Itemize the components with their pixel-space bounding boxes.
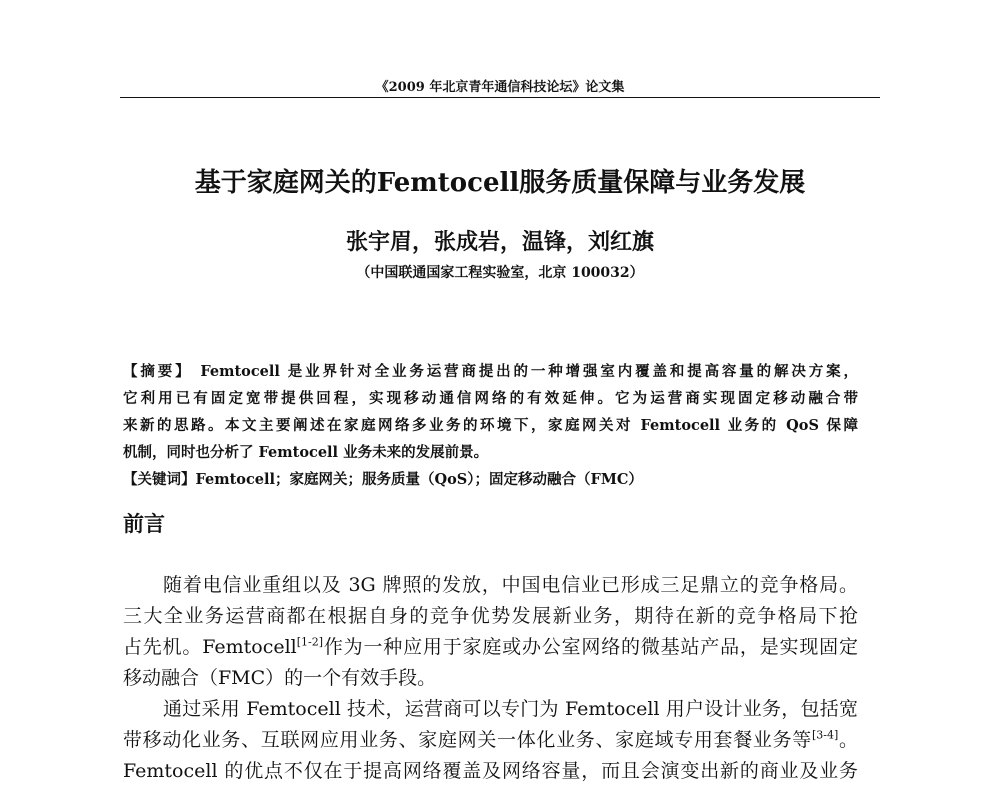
abstract-line: 来新的思路。本文主要阐述在家庭网络多业务的环境下，家庭网关对 Femtocell 业务的 QoS 保障: [123, 417, 858, 434]
body-text: 。: [838, 729, 858, 751]
running-header: 《2009 年北京青年通信科技论坛》论文集: [375, 80, 625, 95]
body-line: 通过采用 Femtocell 技术，运营商可以专门为 Femtocell 用户设计业务，包括宽: [163, 698, 858, 720]
body-line: Femtocell 的优点不仅在于提高网络覆盖及网络容量，而且会演变出新的商业及业务: [123, 760, 858, 782]
paper-title: 基于家庭网关的Femtocell服务质量保障与业务发展: [194, 168, 806, 198]
abstract-line: 它利用已有固定宽带提供回程，实现移动通信网络的有效延伸。它为运营商实现固定移动融合带: [123, 390, 858, 407]
body-line: 随着电信业重组以及 3G 牌照的发放，中国电信业已形成三足鼎立的竞争格局。: [163, 574, 858, 596]
citation: [3-4]: [812, 728, 839, 742]
body-line: 三大全业务运营商都在根据自身的竞争优势发展新业务，期待在新的竞争格局下抢: [123, 605, 858, 627]
body-line: 移动融合（FMC）的一个有效手段。: [123, 667, 437, 689]
header-rule: [120, 97, 880, 98]
body-text: 带移动化业务、互联网应用业务、家庭网关一体化业务、家庭域专用套餐业务等: [123, 729, 812, 751]
citation: [1-2]: [296, 635, 324, 649]
body-text: 作为一种应用于家庭或办公室网络的微基站产品，是实现固定: [323, 636, 858, 658]
body-line: [123, 725, 858, 756]
authors: 张宇眉，张成岩，温锋，刘红旗: [345, 229, 654, 255]
affiliation: （中国联通国家工程实验室，北京 100032）: [356, 265, 644, 281]
abstract-line: 机制，同时也分析了 Femtocell 业务未来的发展前景。: [123, 444, 489, 461]
body-line: [123, 632, 858, 663]
body-text: 占先机。Femtocell: [123, 636, 297, 658]
section-heading: 前言: [123, 511, 165, 536]
abstract-line: 【摘要】 Femtocell 是业界针对全业务运营商提出的一种增强室内覆盖和提高容量的解决方案，: [123, 363, 858, 380]
keywords: 【关键词】Femtocell；家庭网关；服务质量（QoS）；固定移动融合（FMC）: [123, 471, 643, 488]
